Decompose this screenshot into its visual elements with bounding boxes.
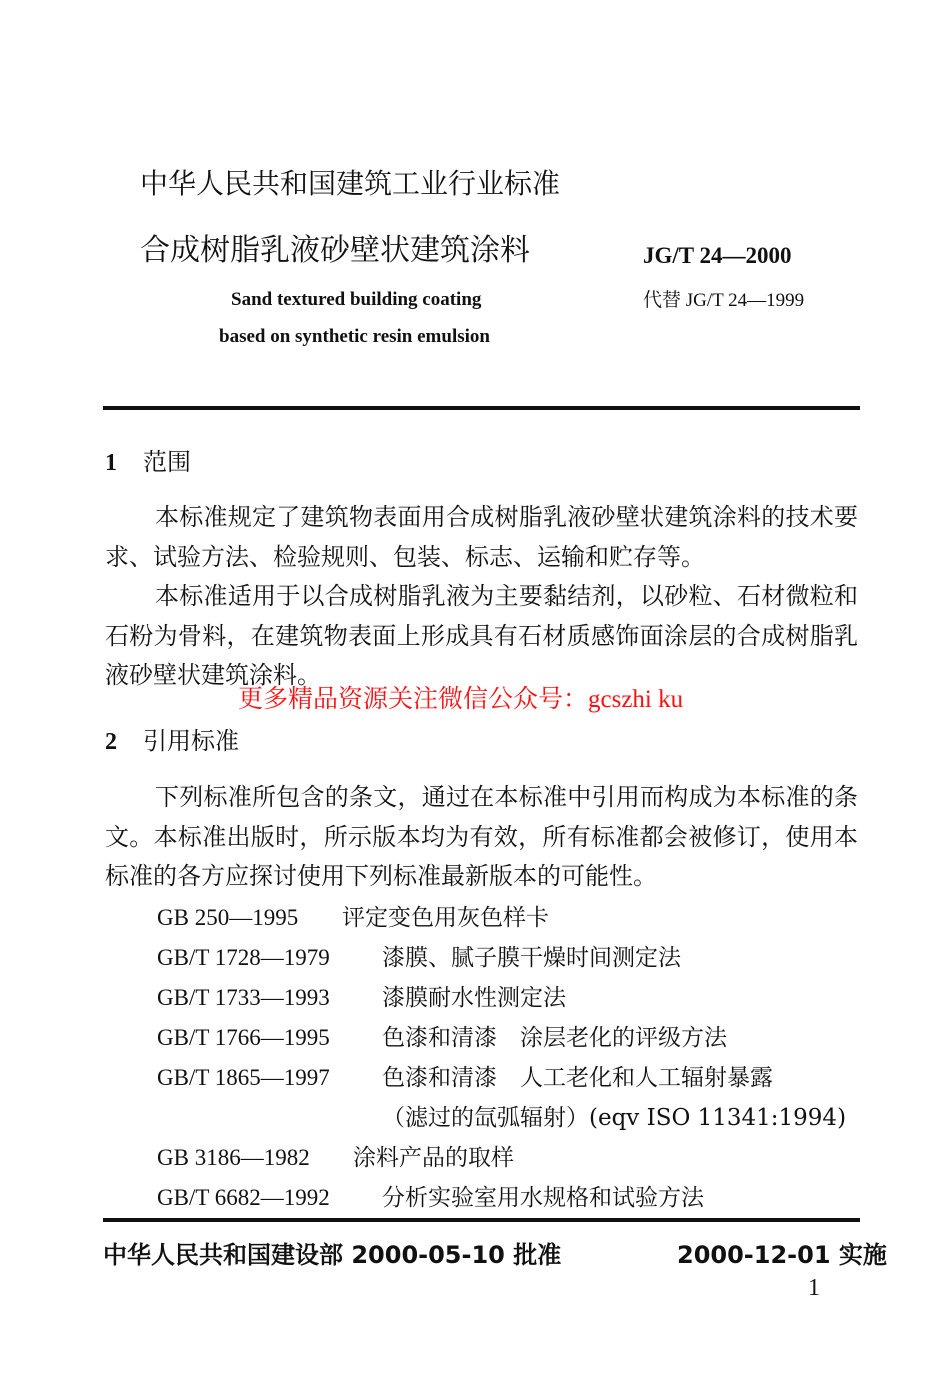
reference-title: 色漆和清漆 人工老化和人工辐射暴露: [382, 1065, 773, 1091]
section-2-heading: [105, 721, 239, 756]
reference-title: 漆膜、腻子膜干燥时间测定法: [382, 945, 681, 971]
section-2-paragraph: 下列标准所包含的条文，通过在本标准中引用而构成为本标准的条文。本标准出版时，所示版本均为有效，所有标准都会被修订，使用本标准的各方应探讨使用下列标准最新版本的可能性。: [105, 783, 858, 890]
english-title-line-2: based on synthetic resin emulsion: [219, 326, 490, 347]
section-2-number: 2: [105, 729, 117, 755]
page-number: 1: [808, 1275, 820, 1301]
reference-item: [157, 1019, 727, 1052]
section-1-paragraph-2: 本标准适用于以合成树脂乳液为主要黏结剂，以砂粒、石材微粒和石粉为骨料，在建筑物表面上形成具有石材质感饰面涂层的合成树脂乳液砂壁状建筑涂料。: [105, 582, 858, 689]
reference-code: GB 250—1995: [157, 905, 299, 930]
reference-item: [157, 1139, 514, 1172]
reference-title: 涂料产品的取样: [353, 1145, 514, 1171]
reference-code: GB/T 1766—1995: [157, 1025, 330, 1050]
reference-item: [157, 899, 549, 932]
reference-code: GB/T 6682—1992: [157, 1185, 330, 1210]
replaces-standard: 代替 JG/T 24—1999: [643, 290, 805, 311]
reference-title: 色漆和清漆 涂层老化的评级方法: [382, 1025, 727, 1051]
reference-code: GB/T 1728—1979: [157, 945, 330, 970]
section-1-title: 范围: [143, 448, 191, 476]
section-2-title: 引用标准: [143, 727, 239, 755]
reference-title: 评定变色用灰色样卡: [342, 905, 549, 931]
approval-statement: 中华人民共和国建设部 2000-05-10 批准: [103, 1241, 562, 1269]
english-title-line-1: Sand textured building coating: [231, 289, 482, 310]
industry-standard-title: 中华人民共和国建筑工业行业标准: [140, 167, 561, 200]
footer-divider: [103, 1218, 860, 1222]
reference-title: 分析实验室用水规格和试验方法: [382, 1185, 704, 1211]
standard-title: 合成树脂乳液砂壁状建筑涂料: [140, 233, 530, 268]
section-1-number: 1: [105, 450, 117, 476]
reference-item: [157, 1179, 704, 1212]
watermark-text: 更多精品资源关注微信公众号：gcszhi ku: [238, 686, 684, 713]
reference-code: GB/T 1733—1993: [157, 985, 330, 1010]
header-divider: [103, 406, 860, 410]
section-1-heading: [105, 442, 191, 477]
reference-item: [157, 979, 566, 1012]
reference-code: GB/T 1865—1997: [157, 1065, 330, 1090]
reference-code: GB 3186—1982: [157, 1145, 310, 1170]
reference-title-continuation: （滤过的氙弧辐射）(eqv ISO 11341:1994): [382, 1105, 847, 1131]
section-1-paragraph-1: 本标准规定了建筑物表面用合成树脂乳液砂壁状建筑涂料的技术要求、试验方法、检验规则、包装、标志、运输和贮存等。: [105, 503, 858, 571]
effective-date: 2000-12-01 实施: [677, 1241, 887, 1269]
reference-title: 漆膜耐水性测定法: [382, 985, 566, 1011]
standard-code: JG/T 24—2000: [643, 243, 792, 268]
reference-item: [157, 939, 681, 972]
reference-item: [157, 1059, 773, 1092]
